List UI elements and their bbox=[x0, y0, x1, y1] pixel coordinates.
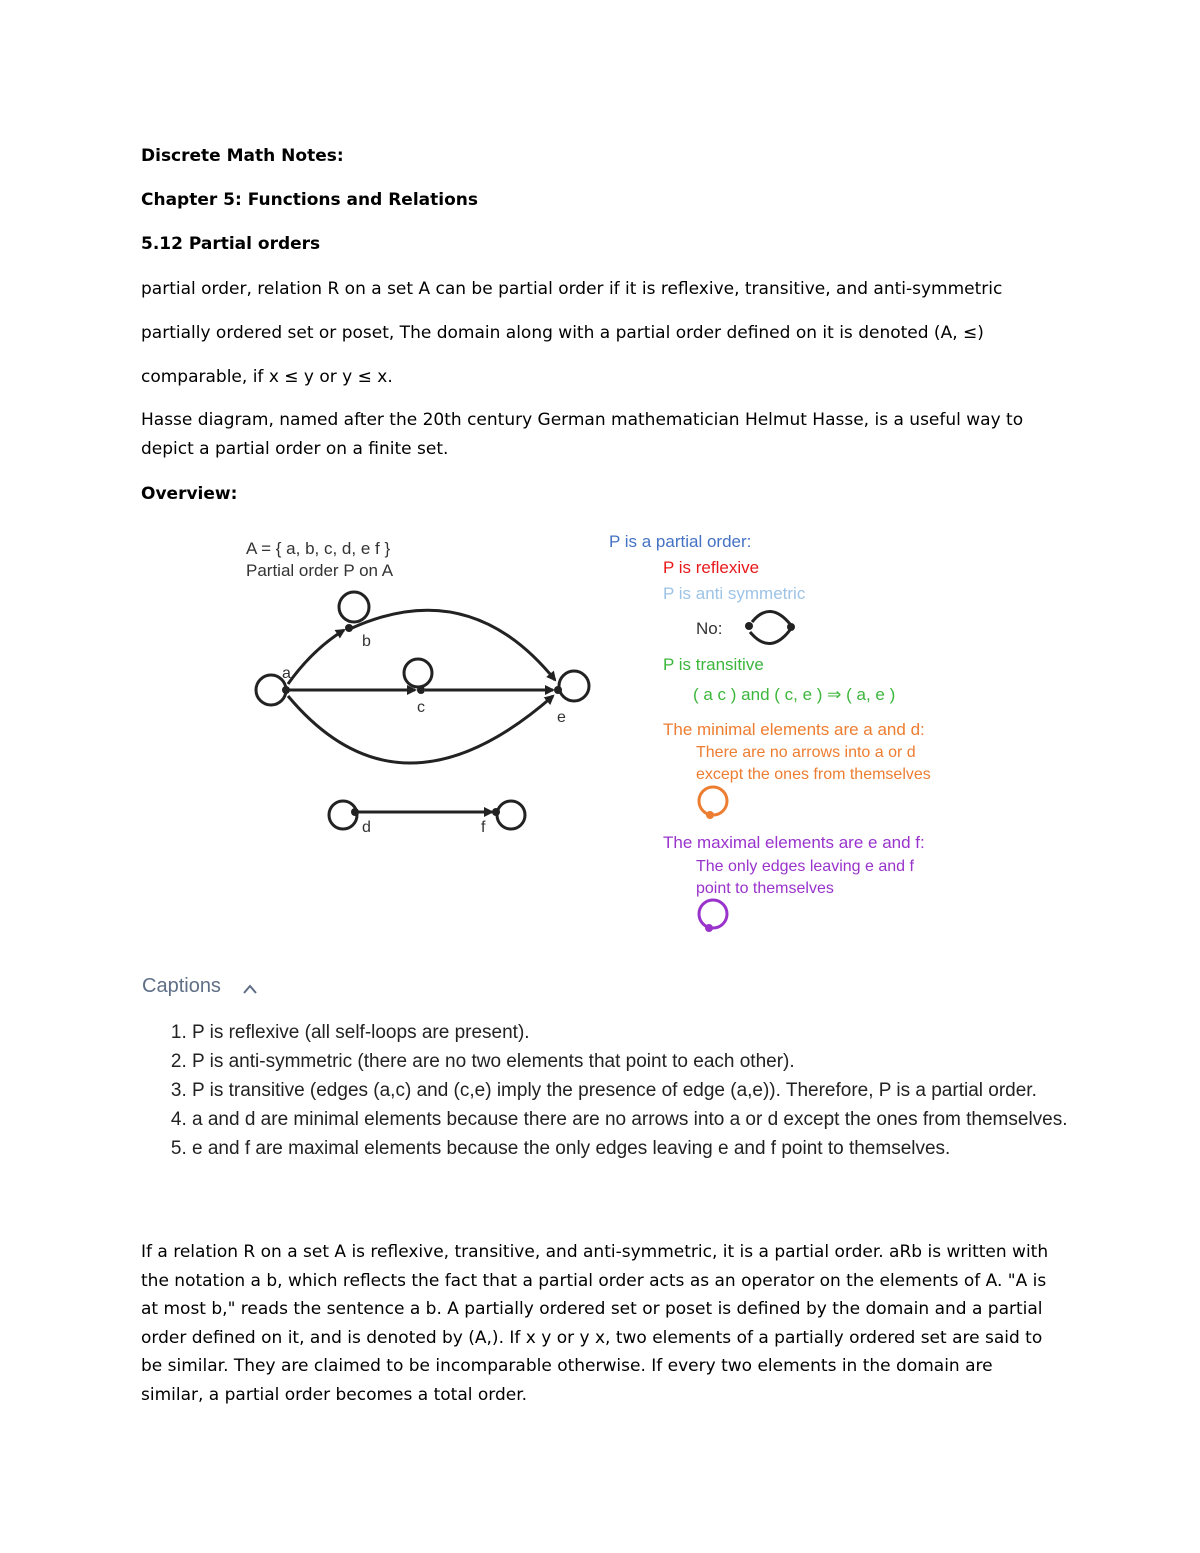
node-e bbox=[554, 686, 562, 694]
note-minimal-line1: There are no arrows into a or d bbox=[696, 744, 916, 761]
chevron-up-icon[interactable] bbox=[244, 986, 256, 993]
note-antisymmetric: P is anti symmetric bbox=[663, 584, 806, 603]
hasse-paragraph: Hasse diagram, named after the 20th century German mathematician Helmut Hasse, is a useful way to depict a partial order on a finite set. bbox=[141, 410, 1024, 459]
note-no: No: bbox=[696, 619, 723, 638]
note-maximal-line2: point to themselves bbox=[696, 880, 834, 897]
closing-paragraph: If a relation R on a set A is reflexive, transitive, and anti-symmetric, it is a partial order. aRb is written with the notation a b, which reflects the fact that a partial order acts as an operator on the elements of A. "A is at most b," reads the sentence a b. A partially ordered set or poset is defined by the domain and a partial order defined on it, and is denoted by (A,). If x y or y x, two elements of a partially ordered set are said to be similar. They are claimed to be incomparable otherwise. If every two elements in the domain are similar, a partial order becomes a total order. bbox=[141, 1242, 1049, 1405]
definition-partial-order: partial order, relation R on a set A can be partial order if it is reflexive, transitive, and anti-symmetric bbox=[141, 279, 1003, 299]
node-label-a: a bbox=[282, 665, 291, 682]
purple-loop-icon bbox=[699, 900, 727, 928]
chapter-heading: Chapter 5: Functions and Relations bbox=[141, 190, 478, 210]
node-a bbox=[282, 686, 290, 694]
loop-b bbox=[339, 592, 369, 622]
node-label-c: c bbox=[417, 699, 425, 716]
caption-item: 2. P is anti-symmetric (there are no two elements that point to each other). bbox=[192, 1047, 1072, 1076]
node-label-f: f bbox=[481, 819, 486, 836]
overview-heading: Overview: bbox=[141, 484, 238, 504]
node-c bbox=[417, 686, 425, 694]
cycle-node-right bbox=[787, 623, 795, 631]
captions-list bbox=[162, 1018, 1072, 1163]
note-transitive-example: ( a c ) and ( c, e ) ⇒ ( a, e ) bbox=[693, 685, 896, 704]
orange-loop-node bbox=[706, 811, 714, 819]
node-f bbox=[492, 808, 500, 816]
node-label-e: e bbox=[557, 709, 566, 726]
node-b bbox=[345, 624, 353, 632]
node-label-b: b bbox=[362, 633, 371, 650]
note-reflexive: P is reflexive bbox=[663, 558, 760, 577]
relation-label: Partial order P on A bbox=[246, 561, 394, 580]
set-label: A = { a, b, c, d, e f } bbox=[246, 539, 391, 558]
cycle-node-left bbox=[745, 622, 753, 630]
note-minimal-line2: except the ones from themselves bbox=[696, 766, 931, 783]
definition-poset: partially ordered set or poset, The domain along with a partial order defined on it is denoted (A, ≤) bbox=[141, 323, 984, 343]
node-d bbox=[351, 808, 359, 816]
loop-f bbox=[497, 801, 525, 829]
node-label-d: d bbox=[362, 819, 371, 836]
caption-item: 5. e and f are maximal elements because the only edges leaving e and f point to themselves. bbox=[192, 1134, 1072, 1163]
two-cycle-icon bbox=[750, 611, 790, 643]
note-maximal-line1: The only edges leaving e and f bbox=[696, 858, 914, 875]
note-partial-order: P is a partial order: bbox=[609, 532, 752, 551]
caption-item: 1. P is reflexive (all self-loops are present). bbox=[192, 1018, 1072, 1047]
captions-heading[interactable]: Captions bbox=[142, 975, 221, 997]
caption-item: 4. a and d are minimal elements because there are no arrows into a or d except the ones from themselves. bbox=[192, 1105, 1072, 1134]
edge-b-e bbox=[352, 610, 555, 680]
orange-loop-icon bbox=[699, 787, 727, 815]
caption-item: 3. P is transitive (edges (a,c) and (c,e) imply the presence of edge (a,e)). Therefore, P is a partial order. bbox=[192, 1076, 1072, 1105]
note-maximal: The maximal elements are e and f: bbox=[663, 833, 925, 852]
loop-c bbox=[404, 659, 432, 687]
note-transitive: P is transitive bbox=[663, 655, 764, 674]
edge-a-b bbox=[288, 630, 344, 684]
section-heading: 5.12 Partial orders bbox=[141, 234, 321, 254]
note-minimal: The minimal elements are a and d: bbox=[663, 720, 925, 739]
loop-e bbox=[559, 671, 589, 701]
purple-loop-node bbox=[705, 924, 713, 932]
graph-nodes bbox=[282, 624, 562, 816]
definition-comparable: comparable, if x ≤ y or y ≤ x. bbox=[141, 367, 393, 387]
doc-title: Discrete Math Notes: bbox=[141, 146, 344, 166]
